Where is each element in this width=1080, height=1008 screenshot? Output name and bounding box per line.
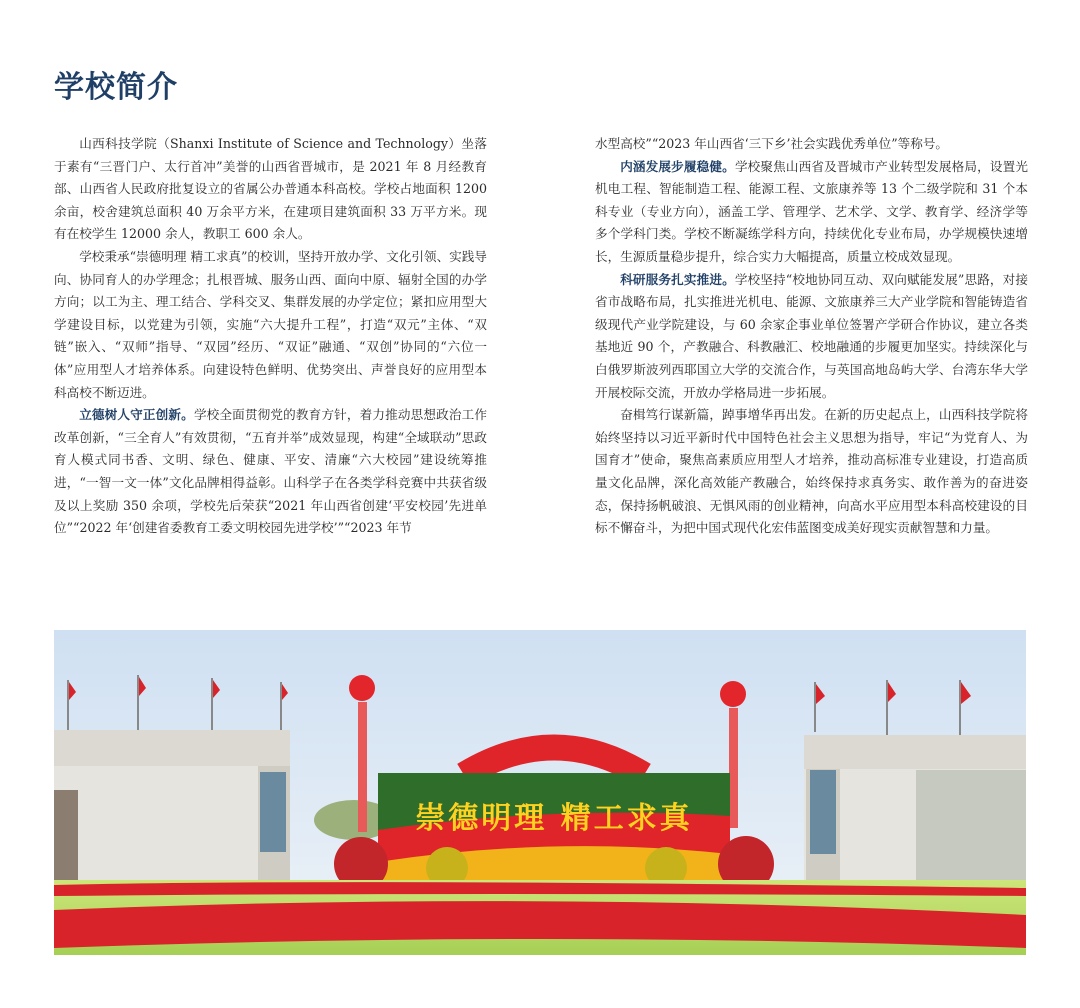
section-lead-moral-education: 立德树人守正创新。: [79, 407, 194, 423]
left-gate-building: [54, 730, 290, 880]
section-lead-connotation: 内涵发展步履稳健。: [620, 158, 735, 174]
sign-motto-text: 崇德明理 精工求真: [415, 801, 693, 836]
section-text-moral-education: 学校全面贯彻党的教育方针，着力推动思想政治工作改革创新，“三全育人”有效贯彻，“五育并举”成效显现，构建“全域联动”思政育人模式同书香、文明、绿色、健康、平安、清廉“六大校园”建设统筹推进，“一智一文一体”文化品牌相得益彰。山科学子在各类学科竞赛中共获省级及以上奖励 350 余项，学校先后荣获“2021 年山西省创建‘平安校园’先进单位”“2022 年‘创建省委教育工委文明校园先进学校’”“2023 年节: [54, 407, 488, 536]
campus-gate-photo: [54, 630, 1026, 955]
right-gate-building: [804, 735, 1026, 880]
page-title: 学校简介: [54, 70, 178, 105]
section-text-connotation: 学校聚焦山西省及晋城市产业转型发展格局，设置光机电工程、智能制造工程、能源工程、文旅康养等 13 个二级学院和 31 个本科专业（专业方向），涵盖工学、管理学、艺术学、文学、教育学、经济学等多个学科门类。学校不断凝练学科方向，持续优化专业布局，办学规模快速增长，生源质量稳步提升，综合实力大幅提高，质量立校成效显现。: [595, 158, 1029, 264]
paragraph-outlook: 奋楫笃行谋新篇，踔事增华再出发。在新的历史起点上，山西科技学院将始终坚持以习近平新时代中国特色社会主义思想为指导，牢记“为党育人、为国育才”使命，聚焦高素质应用型人才培养，推动高标准专业建设，打造高质量文化品牌，深化高效能产教融合，始终保持求真务实、敢作善为的奋进姿态，保持扬帆破浪、无惧风雨的创业精神，向高水平应用型本科高校建设的目标不懈奋斗，为把中国式现代化宏伟蓝图变成美好现实贡献智慧和力量。: [595, 407, 1028, 536]
paragraph-moral-education-cont: 水型高校”“2023 年山西省‘三下乡’社会实践优秀单位”等称号。: [595, 136, 949, 151]
paragraph-intro: 山西科技学院（Shanxi Institute of Science and Technology）坐落于素有“三晋门户、太行首冲”美誉的山西省晋城市，是 2021 年 8 月经教育部、山西省人民政府批复设立的省属公办普通本科高校。学校占地面积 1200 余亩，校舍建筑总面积 40 万余平方米，在建项目建筑面积 33 万平方米。现有在校学生 12000 余人，教职工 600 余人。: [54, 136, 487, 242]
paragraph-motto: 学校秉承“崇德明理 精工求真”的校训，坚持开放办学、文化引领、实践导向、协同育人的办学理念；扎根晋城、服务山西、面向中原、辐射全国的办学方向；以工为主、理工结合、学科交叉、集群发展的办学定位；紧扣应用型大学建设目标，以党建为引领，实施“六大提升工程”，打造“双元”主体、“双链”嵌入、“双师”指导、“双园”经历、“双证”融通、“双创”协同的“六位一体”应用型人才培养体系。向建设特色鲜明、优势突出、声誉良好的应用型本科高校不断迈进。: [54, 248, 487, 400]
left-column: [54, 133, 487, 540]
paragraph-moral-education: [54, 404, 487, 540]
right-column: [595, 133, 1028, 540]
paragraph-connotation: [595, 156, 1028, 269]
section-text-research: 学校坚持“校地协同互动、双向赋能发展”思路，对接省市战略布局，扎实推进光机电、能源、文旅康养三大产业学院和智能铸造省级现代产业学院建设，与 60 余家企事业单位签署产学研合作协议，建立各类基地近 90 个，产教融合、科教融汇、校地融通的步履更加坚实。持续深化与白俄罗斯波列西耶国立大学的交流合作，与英国高地岛屿大学、台湾东华大学开展校际交流，开放办学格局进一步拓展。: [595, 271, 1028, 400]
article-body: [54, 133, 1028, 540]
section-lead-research: 科研服务扎实推进。: [620, 271, 735, 287]
paragraph-research: [595, 269, 1028, 405]
